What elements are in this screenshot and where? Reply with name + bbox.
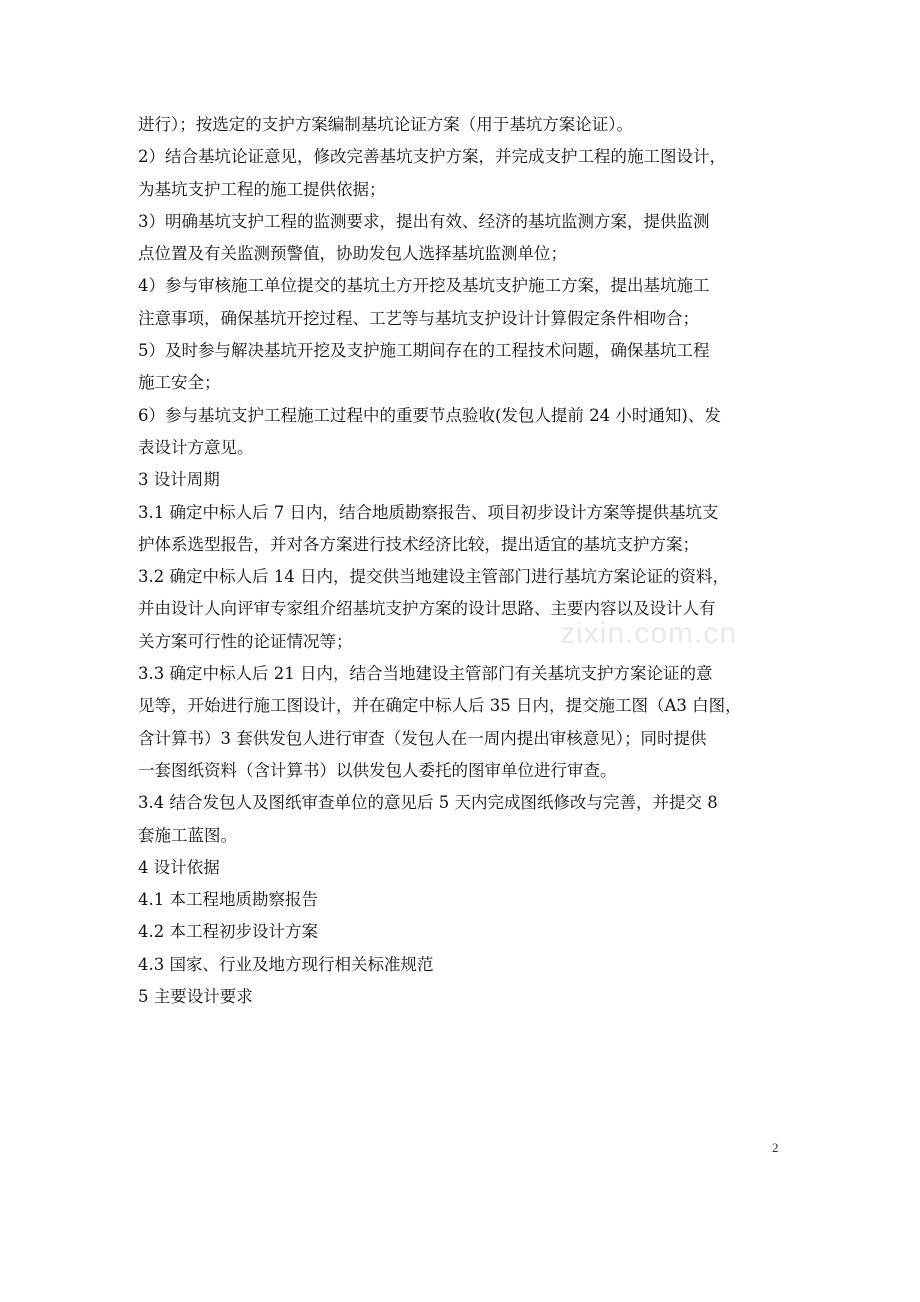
text-line: 一套图纸资料（含计算书）以供发包人委托的图审单位进行审查。	[138, 760, 617, 780]
text-line: 注意事项，确保基坑开挖过程、工艺等与基坑支护设计计算假定条件相吻合；	[138, 308, 699, 328]
text-line: 4.3 国家、行业及地方现行相关标准规范	[138, 954, 434, 974]
text-line: 进行）；按选定的支护方案编制基坑论证方案（用于基坑方案论证）。	[138, 115, 633, 134]
text-line: 3.4 结合发包人及图纸审查单位的意见后 5 天内完成图纸修改与完善，并提交 8	[138, 793, 718, 813]
text-line: 见等，开始进行施工图设计，并在确定中标人后 35 日内，提交施工图（A3 白图，	[138, 696, 742, 716]
text-line: 2）结合基坑论证意见，修改完善基坑支护方案，并完成支护工程的施工图设计，	[138, 147, 726, 167]
text-line: 为基坑支护工程的施工提供依据；	[138, 179, 386, 199]
text-line: 5）及时参与解决基坑开挖及支护施工期间存在的工程技术问题，确保基坑工程	[138, 341, 710, 361]
text-line: 3.2 确定中标人后 14 日内，提交供当地建设主管部门进行基坑方案论证的资料，	[138, 567, 729, 587]
text-line: 套施工蓝图。	[138, 825, 237, 845]
text-line: 关方案可行性的论证情况等；	[138, 631, 353, 651]
text-line: 6）参与基坑支护工程施工过程中的重要节点验收(发包人提前 24 小时通知)、发	[138, 405, 721, 425]
text-line: 4）参与审核施工单位提交的基坑土方开挖及基坑支护施工方案，提出基坑施工	[138, 276, 710, 296]
text-line: 3.1 确定中标人后 7 日内，结合地质勘察报告、项目初步设计方案等提供基坑支	[138, 502, 719, 522]
text-line: 含计算书）3 套供发包人进行审查（发包人在一周内提出审核意见）；同时提供	[138, 728, 707, 748]
text-line: 护体系选型报告，并对各方案进行技术经济比较，提出适宜的基坑支护方案；	[138, 534, 699, 554]
text-line: 4.1 本工程地质勘察报告	[138, 890, 318, 910]
text-line: 并由设计人向评审专家组介绍基坑支护方案的设计思路、主要内容以及设计人有	[138, 599, 716, 619]
text-line: 施工安全；	[138, 373, 221, 393]
document-body	[138, 109, 788, 1013]
section-heading: 5 主要设计要求	[138, 987, 253, 1007]
section-heading: 3 设计周期	[138, 470, 220, 490]
text-line: 3）明确基坑支护工程的监测要求，提出有效、经济的基坑监测方案，提供监测	[138, 211, 710, 231]
page-number: 2	[772, 1140, 779, 1155]
watermark-text: zixin.com.cn	[560, 617, 738, 650]
text-line: 4.2 本工程初步设计方案	[138, 922, 318, 942]
text-line: 表设计方意见。	[138, 437, 254, 457]
text-line: 点位置及有关监测预警值，协助发包人选择基坑监测单位；	[138, 244, 567, 264]
text-line: 3.3 确定中标人后 21 日内，结合当地建设主管部门有关基坑支护方案论证的意	[138, 664, 713, 684]
section-heading: 4 设计依据	[138, 857, 220, 877]
